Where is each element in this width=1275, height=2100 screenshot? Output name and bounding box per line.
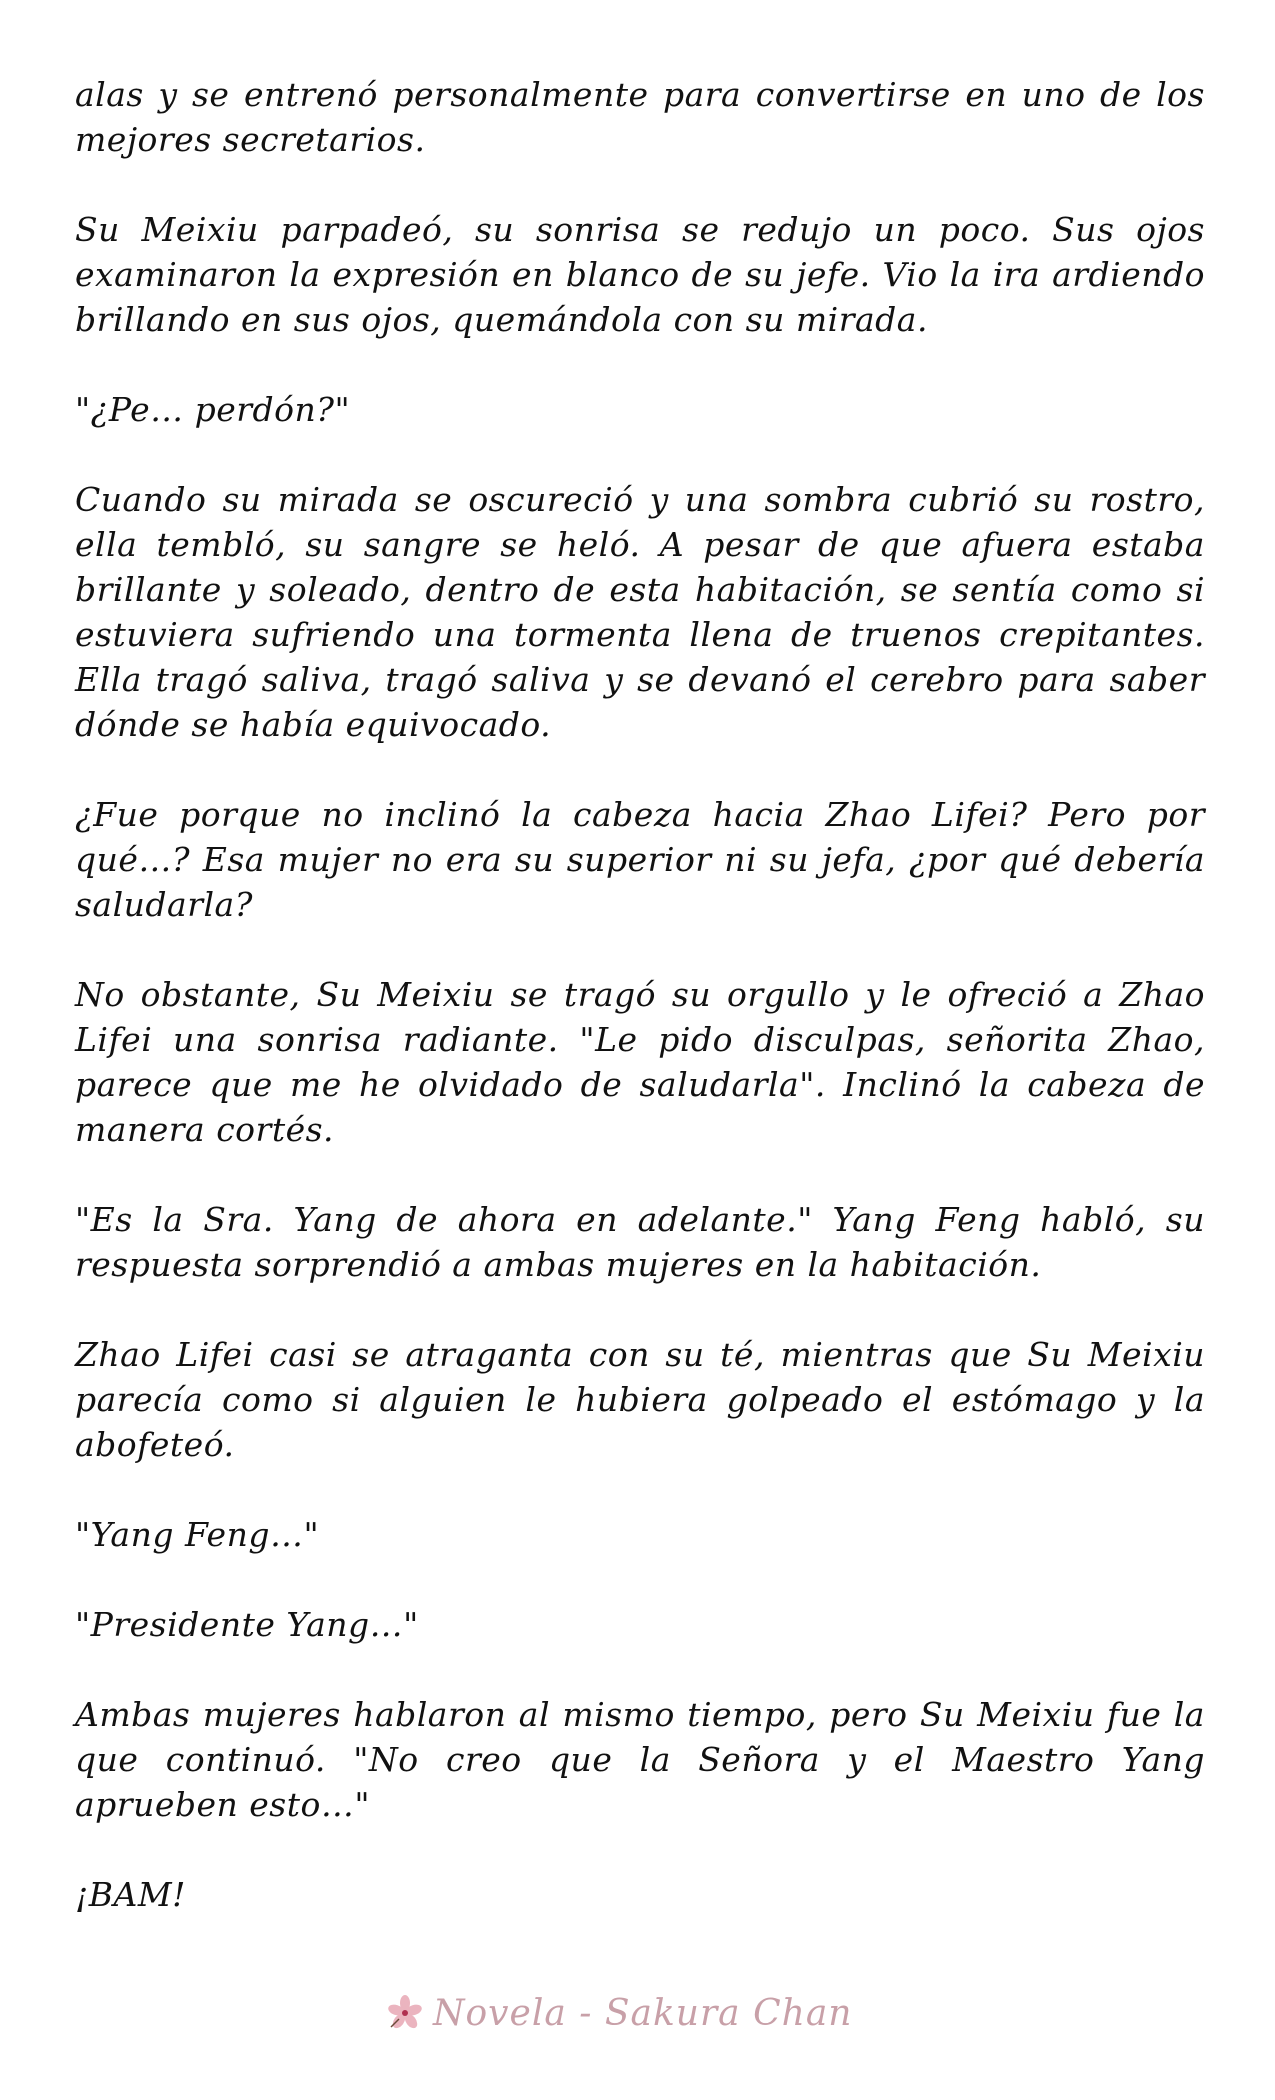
paragraph: Su Meixiu parpadeó, su sonrisa se redujo un poco. Sus ojos examinaron la expresión en blanco de su jefe. Vio la ira ardiendo brillando en sus ojos, quemándola con su mirada. (75, 210, 1205, 339)
paragraph: Zhao Lifei casi se atraganta con su té, mientras que Su Meixiu parecía como si alguien le hubiera golpeado el estómago y la abofeteó. (75, 1335, 1205, 1464)
paragraph: "Presidente Yang…" (75, 1605, 419, 1644)
paragraph: "Es la Sra. Yang de ahora en adelante." Yang Feng habló, su respuesta sorprendió a ambas mujeres en la habitación. (75, 1200, 1205, 1284)
paragraph: Ambas mujeres hablaron al mismo tiempo, pero Su Meixiu fue la que continuó. "No creo que la Señora y el Maestro Yang aprueben esto…" (75, 1695, 1205, 1824)
paragraph: Cuando su mirada se oscureció y una sombra cubrió su rostro, ella tembló, su sangre se heló. A pesar de que afuera estaba brillante y soleado, dentro de esta habitación, se sentía como si estuviera sufriendo una tormenta llena de truenos crepitantes. Ella tragó saliva, tragó saliva y se devanó el cerebro para saber dónde se había equivocado. (75, 480, 1205, 744)
paragraph: No obstante, Su Meixiu se tragó su orgullo y le ofreció a Zhao Lifei una sonrisa radiante. "Le pido disculpas, señorita Zhao, parece que me he olvidado de saludarla". Inclinó la cabeza de manera cortés. (75, 975, 1205, 1149)
watermark (385, 1988, 945, 2038)
paragraph: alas y se entrenó personalmente para convertirse en uno de los mejores secretarios. (75, 75, 1205, 159)
paragraph: ¿Fue porque no inclinó la cabeza hacia Zhao Lifei? Pero por qué…? Esa mujer no era su superior ni su jefa, ¿por qué debería saludarla? (75, 795, 1205, 924)
paragraph: "Yang Feng…" (75, 1515, 320, 1554)
paragraph: ¡BAM! (75, 1875, 186, 1914)
sakura-flower-icon (385, 1993, 425, 2033)
document-body (75, 72, 1205, 1962)
paragraph: "¿Pe… perdón?" (75, 390, 351, 429)
watermark-text: Novela - Sakura Chan (433, 1992, 853, 2034)
